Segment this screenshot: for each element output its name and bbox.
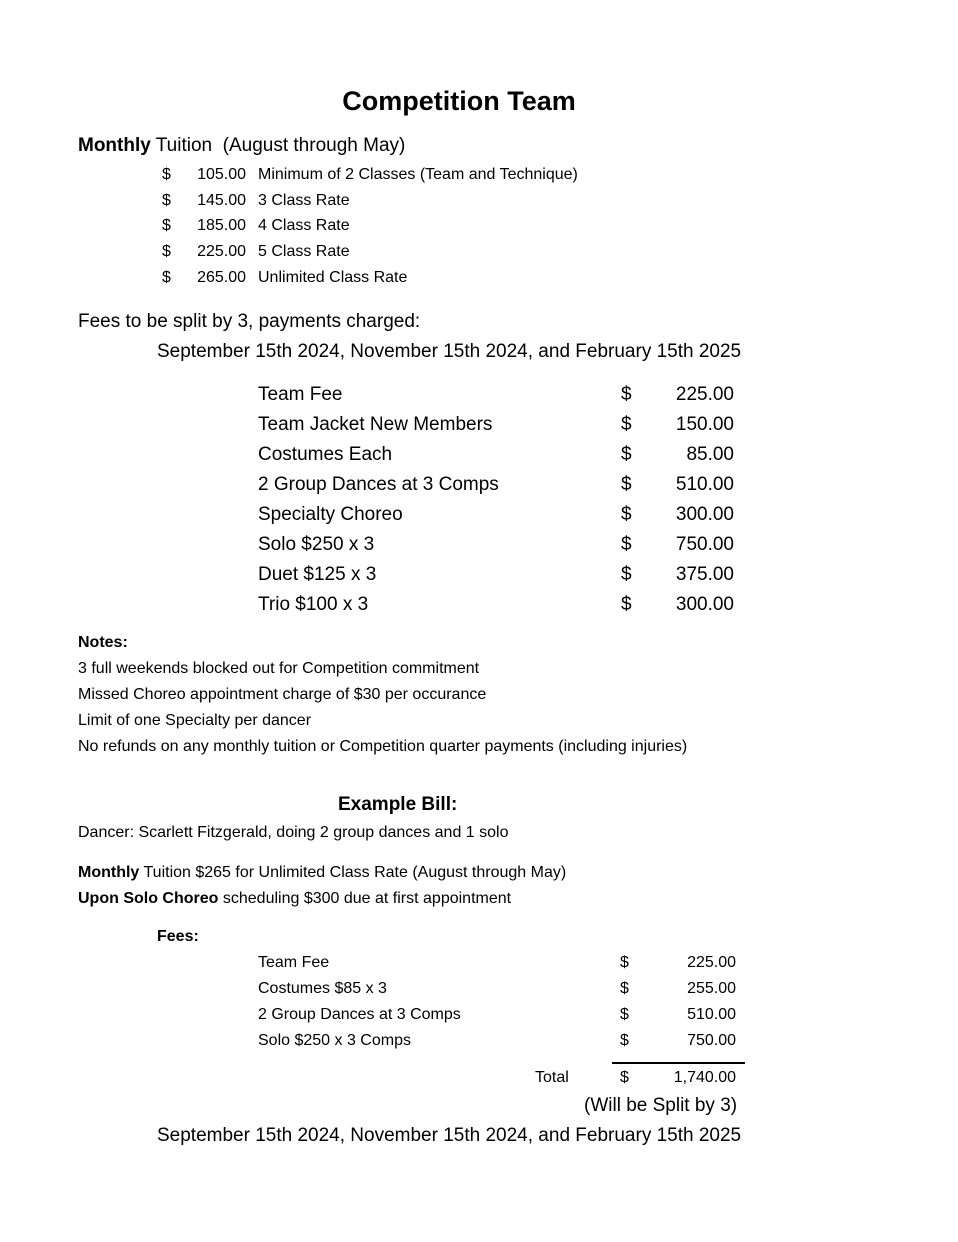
page-title: Competition Team (342, 86, 576, 116)
rate-currency: $ (162, 269, 171, 286)
rate-amount: 185.00 (197, 217, 246, 234)
example-fee-currency: $ (620, 954, 629, 971)
rate-amount: 105.00 (197, 166, 246, 183)
rate-currency: $ (162, 166, 171, 183)
monthly-tuition-heading (78, 135, 405, 157)
example-fee-label: 2 Group Dances at 3 Comps (258, 1006, 461, 1023)
fee-label: Costumes Each (258, 444, 393, 465)
example-dancer-line: Dancer: Scarlett Fitzgerald, doing 2 group dances and 1 solo (78, 824, 509, 841)
example-fee-label: Team Fee (258, 954, 330, 971)
fee-currency: $ (621, 474, 632, 495)
monthly-bold-label: Monthly (78, 135, 151, 156)
example-monthly-text: Tuition $265 for Unlimited Class Rate (August through May) (139, 864, 567, 881)
fee-label: Trio $100 x 3 (258, 594, 369, 615)
fee-amount: 150.00 (675, 414, 734, 435)
fee-label: 2 Group Dances at 3 Comps (258, 474, 499, 495)
fee-currency: $ (621, 594, 632, 615)
rate-amount: 265.00 (197, 269, 246, 286)
rate-label: 3 Class Rate (258, 192, 350, 209)
fee-currency: $ (621, 444, 632, 465)
rate-label: Minimum of 2 Classes (Team and Technique) (258, 166, 578, 183)
fee-amount: 750.00 (675, 534, 734, 555)
monthly-heading-text: Tuition (August through May) (150, 135, 406, 156)
example-monthly-line (78, 864, 566, 882)
fee-label: Team Jacket New Members (258, 414, 493, 435)
fee-label: Specialty Choreo (258, 504, 403, 525)
fee-amount: 225.00 (675, 384, 734, 405)
example-bill-heading: Example Bill: (338, 794, 458, 815)
example-fee-amount: 225.00 (687, 954, 736, 971)
split-note: (Will be Split by 3) (584, 1095, 738, 1116)
example-monthly-bold: Monthly (78, 864, 140, 881)
rate-label: Unlimited Class Rate (258, 269, 408, 286)
fees-payment-dates: September 15th 2024, November 15th 2024, and February 15th 2025 (157, 341, 742, 362)
fee-label: Team Fee (258, 384, 343, 405)
fee-amount: 300.00 (675, 504, 734, 525)
fee-currency: $ (621, 504, 632, 525)
example-fee-amount: 255.00 (687, 980, 736, 997)
example-fee-amount: 510.00 (687, 1006, 736, 1023)
example-fee-amount: 750.00 (687, 1032, 736, 1049)
fees-split-heading: Fees to be split by 3, payments charged: (78, 311, 421, 332)
fee-amount: 300.00 (675, 594, 734, 615)
total-amount: 1,740.00 (673, 1069, 736, 1086)
fee-label: Duet $125 x 3 (258, 564, 377, 585)
rate-currency: $ (162, 243, 171, 260)
fee-amount: 85.00 (686, 444, 734, 465)
note-line: 3 full weekends blocked out for Competition commitment (78, 660, 480, 677)
note-line: No refunds on any monthly tuition or Competition quarter payments (including injuries) (78, 738, 688, 755)
example-payment-dates: September 15th 2024, November 15th 2024, and February 15th 2025 (157, 1125, 742, 1146)
fee-currency: $ (621, 414, 632, 435)
fee-amount: 375.00 (675, 564, 734, 585)
example-solo-bold: Upon Solo Choreo (78, 890, 219, 907)
fee-amount: 510.00 (675, 474, 734, 495)
example-fee-label: Costumes $85 x 3 (258, 980, 387, 997)
example-fee-currency: $ (620, 1006, 629, 1023)
rate-amount: 225.00 (197, 243, 246, 260)
fee-currency: $ (621, 384, 632, 405)
total-label: Total (535, 1069, 569, 1086)
rate-currency: $ (162, 192, 171, 209)
note-line: Missed Choreo appointment charge of $30 per occurance (78, 686, 487, 703)
fee-currency: $ (621, 564, 632, 585)
example-fee-currency: $ (620, 1032, 629, 1049)
rate-label: 5 Class Rate (258, 243, 350, 260)
fee-currency: $ (621, 534, 632, 555)
total-rule (612, 1062, 745, 1064)
total-currency: $ (620, 1069, 629, 1086)
note-line: Limit of one Specialty per dancer (78, 712, 312, 729)
example-fees-heading: Fees: (157, 928, 199, 945)
fee-label: Solo $250 x 3 (258, 534, 375, 555)
rate-amount: 145.00 (197, 192, 246, 209)
notes-heading: Notes: (78, 634, 128, 651)
example-fee-currency: $ (620, 980, 629, 997)
rate-currency: $ (162, 217, 171, 234)
example-solo-line (78, 890, 511, 908)
rate-label: 4 Class Rate (258, 217, 350, 234)
example-fee-label: Solo $250 x 3 Comps (258, 1032, 411, 1049)
example-solo-text: scheduling $300 due at first appointment (218, 890, 512, 907)
